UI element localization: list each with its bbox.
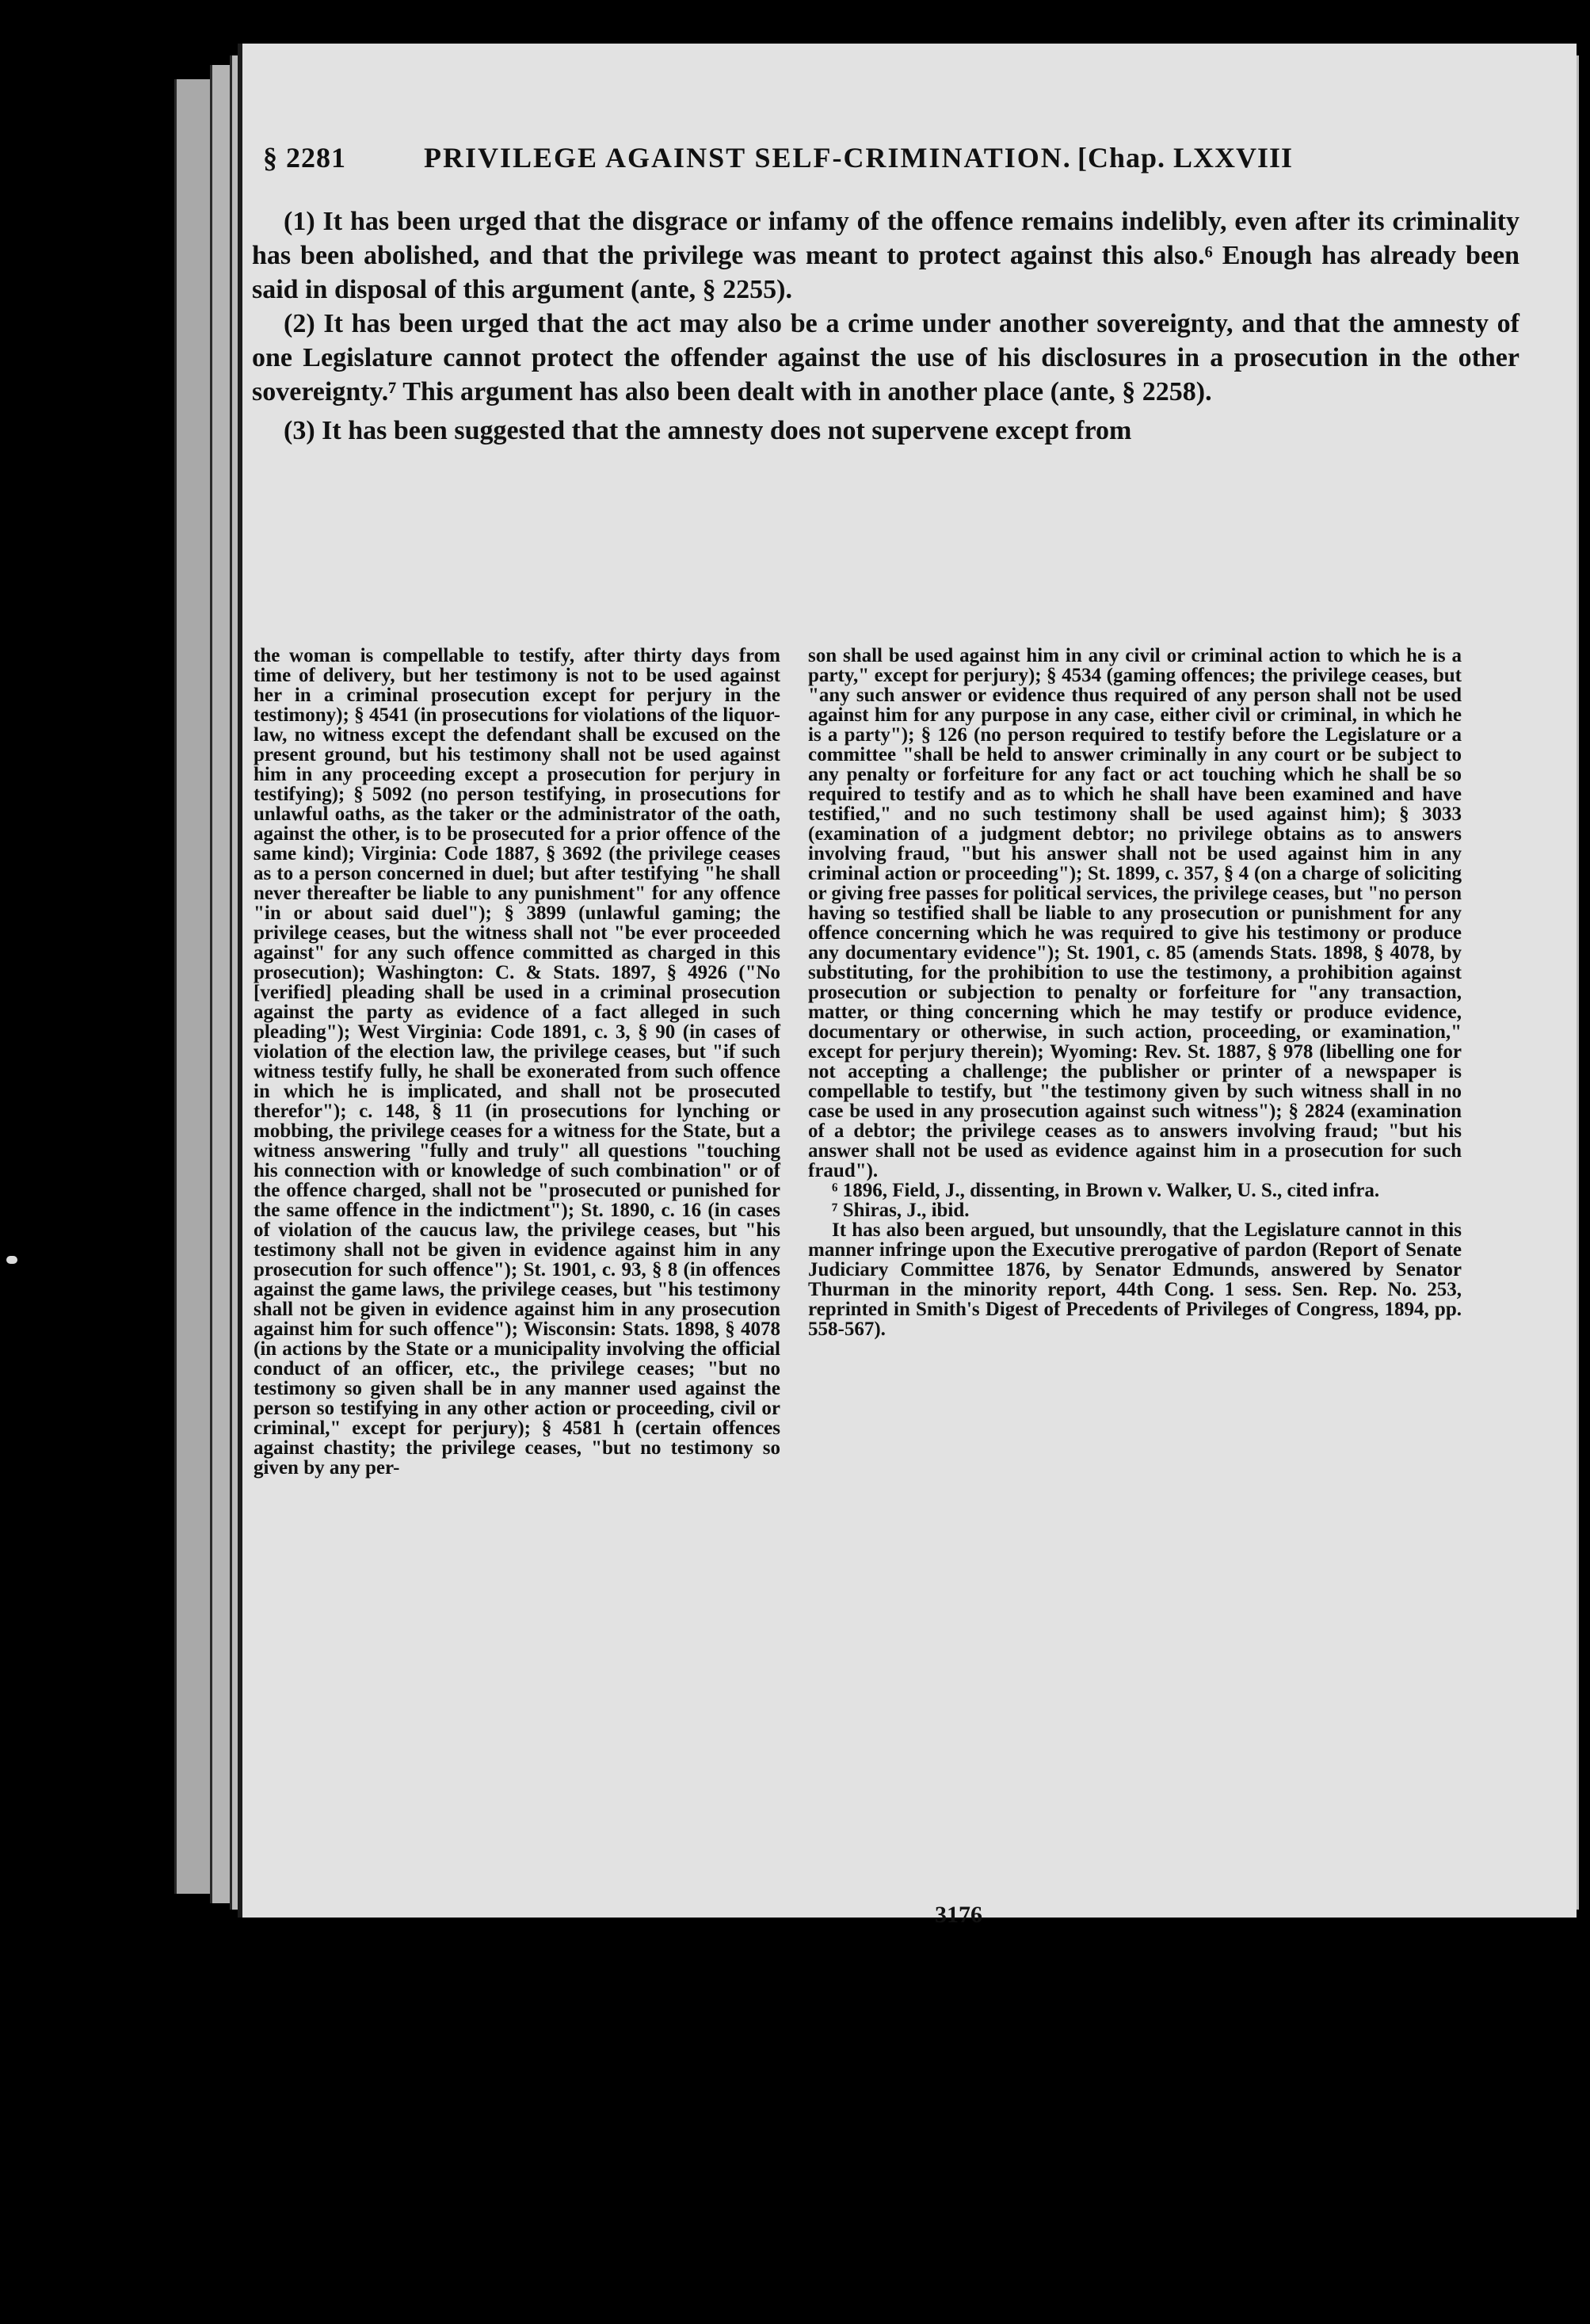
running-header: [0, 141, 1590, 189]
page-number: 3176: [935, 1902, 982, 1928]
running-title: PRIVILEGE AGAINST SELF-CRIMINATION.: [424, 142, 1072, 174]
paragraph-1: (1) It has been urged that the disgrace or infamy of the offence remains indelibly, even after its criminality has been abolished, and that the privilege was meant to protect against this also.⁶ Enough has already been said in disposal of this argument (ante, § 2255).: [252, 207, 1519, 304]
footnote-column-left: [254, 646, 780, 1478]
chapter-label: [Chap. LXXVIII: [1077, 142, 1294, 174]
paragraph-2: (2) It has been urged that the act may also be a crime under another sovereignty, and that the amnesty of one Legislature cannot protect the offender against the use of his disclosures in a prosecution in the other sovereignty.⁷ This argument has also been dealt with in another place (ante, § 2258).: [252, 309, 1519, 406]
margin-mark: [6, 1256, 17, 1264]
main-text: [252, 204, 1519, 448]
section-number: § 2281: [263, 142, 346, 174]
footnote-note: It has also been argued, but unsoundly, that the Legislature cannot in this manner infringe upon the Executive prerogative of pardon (Report of Senate Judiciary Committee 1876, by Senator Edmunds, answered by Senator Thurman in the minority report, 44th Cong. 1 sess. Sen. Rep. No. 253, reprinted in Smith's Digest of Precedents of Privileges of Congress, 1894, pp. 558-567).: [808, 1219, 1462, 1340]
footnote-6: ⁶ 1896, Field, J., dissenting, in Brown v. Walker, U. S., cited infra.: [832, 1180, 1380, 1201]
footnote-7: ⁷ Shiras, J., ibid.: [832, 1200, 970, 1221]
paragraph-3: (3) It has been suggested that the amnesty does not supervene except from: [284, 416, 1132, 445]
footnote-left-text: the woman is compellable to testify, after thirty days from time of delivery, but her testimony is not to be used against her in a criminal prosecution except for perjury in the testimony); § 4541 (in prosecutions for violations of the liquor-law, no witness except the defendant shall be excused on the present ground, but his testimony shall not be used against him in any proceeding except a prosecution for perjury in testifying); § 5092 (no person testifying, in prosecutions for unlawful oaths, as the taker or the administrator of the oath, against the other, is to be prosecuted for a prior offence of the same kind); Virginia: Code 1887, § 3692 (the privilege ceases as to a person concerned in duel; but after testifying "he shall never thereafter be liable to any punishment" for any offence "in or about said duel"); § 3899 (unlawful gaming; the privilege ceases, but the witness shall not "be ever proceeded against" for any such offence committed as charged in this prosecution); Washington: C. & Stats. 1897, § 4926 ("No [verified] pleading shall be used in a criminal prosecution against the party as evidence of a fact alleged in such pleading"); West Virginia: Code 1891, c. 3, § 90 (in cases of violation of the election law, the privilege ceases, but "if such witness testify fully, he shall be exonerated from such offence in which he is implicated, and shall not be prosecuted therefor"); c. 148, § 11 (in prosecutions for lynching or mobbing, the privilege ceases for a witness for the State, but a witness answering "fully and truly" all questions "touching his connection with or knowledge of such combination" or of the offence charged, shall not be "prosecuted or punished for the same offence in the indictment"); St. 1890, c. 16 (in cases of violation of the caucus law, the privilege ceases, but "his testimony shall not be given in evidence against him in any prosecution for such offence"); St. 1901, c. 93, § 8 (in offences against the game laws, the privilege ceases, but "his testimony shall not be given in evidence against him in any prosecution against him for such offence"); Wisconsin: Stats. 1898, § 4078 (in actions by the State or a municipality involving the official conduct of an officer, etc., the privilege ceases; "but no testimony so given shall be in any manner used against the person so testifying in any other action or proceeding, civil or criminal," except for perjury); § 4581 h (certain offences against chastity; the privilege ceases, "but no testimony so given by any per-: [254, 645, 780, 1479]
footnote-column-right: [808, 646, 1462, 1339]
footnote-right-text: son shall be used against him in any civil or criminal action to which he is a party," except for perjury); § 4534 (gaming offences; the privilege ceases, but "any such answer or evidence thus required of any person shall not be used against him for any purpose in any case, either civil or criminal, in which he is a party"); § 126 (no person required to testify before the Legislature or a committee "shall be held to answer criminally in any court or be subject to any penalty or forfeiture for any fact or act touching which he shall be so required to testify and as to which he shall have been examined and have testified," and no such testimony shall be used against him); § 3033 (examination of a judgment debtor; no privilege obtains as to answers involving fraud, "but his answer shall not be used against him in any criminal action or proceeding"); St. 1899, c. 357, § 4 (on a charge of soliciting or giving free passes for political services, the privilege ceases, but "no person having so testified shall be liable to any prosecution or punishment for any offence concerning which he was required to give his testimony or produce any documentary evidence"); St. 1901, c. 85 (amends Stats. 1898, § 4078, by substituting, for the prohibition to use the testimony, a prohibition against prosecution or subjection to penalty or forfeiture for "any transaction, matter, or thing concerning which he may testify or produce evidence, documentary or otherwise, in such action, proceeding, or examination," except for perjury therein); Wyoming: Rev. St. 1887, § 978 (libelling one for not accepting a challenge; the publisher or printer of a newspaper is compellable to testify, but "the testimony given by such witness shall in no case be used in any prosecution against such witness"); § 2824 (examination of a debtor; the privilege ceases as to answers involving fraud; "but his answer shall not be used as evidence against him in a prosecution for such fraud").: [808, 645, 1462, 1181]
